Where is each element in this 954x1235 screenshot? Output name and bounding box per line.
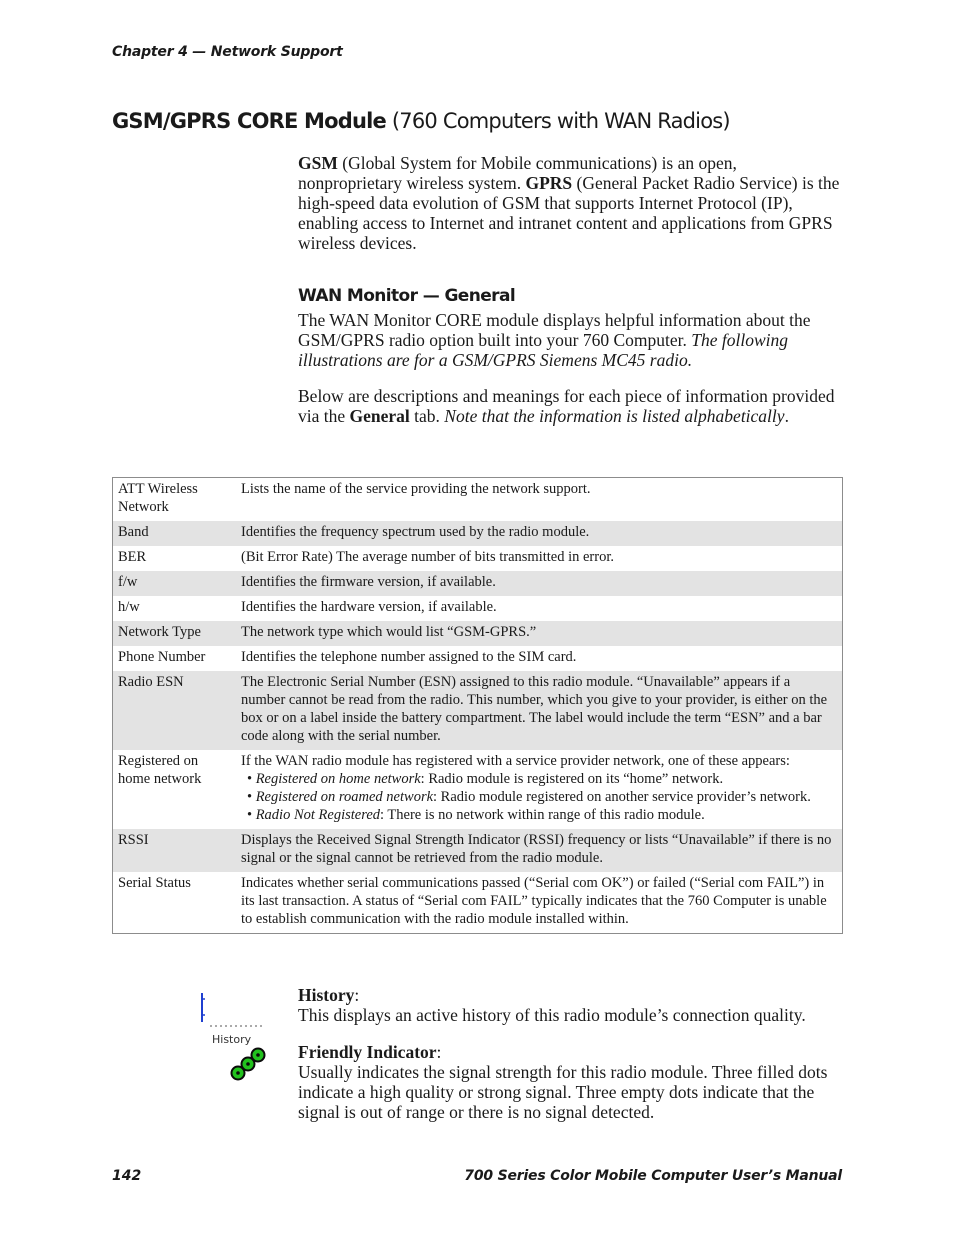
- signal-dot-2-center: [246, 1062, 250, 1066]
- field-description: (Bit Error Rate) The average number of bits transmitted in error.: [241, 549, 614, 565]
- friendly-indicator-description: Usually indicates the signal strength for this radio module. Three filled dots indicate a high quality or strong signal. Three empty dots indicate that the signal is out of range or there is no signal detected.: [298, 1062, 828, 1122]
- table-row: [113, 621, 843, 646]
- general-tab-term: General: [349, 406, 410, 426]
- field-description: Lists the name of the service providing the network support.: [241, 481, 591, 497]
- registration-status-meaning: : Radio module is registered on its “home” network.: [420, 771, 724, 787]
- field-description-cell: [236, 646, 843, 671]
- registration-status-name: Registered on home network: [255, 771, 421, 787]
- registration-status-list: [241, 770, 837, 824]
- field-description-cell: [236, 571, 843, 596]
- field-description-cell: [236, 596, 843, 621]
- registration-status-item: [247, 806, 837, 824]
- field-name-cell: h/w: [118, 599, 140, 615]
- field-description-cell: [236, 872, 843, 934]
- history-heading: [298, 985, 359, 1005]
- field-description-cell: [236, 521, 843, 546]
- gprs-term: GPRS: [525, 173, 573, 193]
- field-name-cell: f/w: [118, 574, 138, 590]
- field-name-cell: ATT Wireless Network: [118, 481, 198, 515]
- field-name-cell: Registered on home network: [118, 753, 202, 787]
- field-description: Identifies the frequency spectrum used by the radio module.: [241, 524, 590, 540]
- table-row: [113, 596, 843, 621]
- gprs-definition: (General Packet Radio Service) is the high-speed data evolution of GSM that supports Internet Protocol (IP), enabling access to Internet and intranet content and applications from GPRS wireless devices.: [298, 173, 840, 253]
- section-title-qualifier: (760 Computers with WAN Radios): [386, 109, 730, 133]
- section-title-main: GSM/GPRS CORE Module: [112, 109, 387, 133]
- field-description: If the WAN radio module has registered with a service provider network, one of these appears:: [241, 753, 790, 769]
- history-icon-label: History: [212, 1033, 252, 1046]
- field-description-cell: [236, 621, 843, 646]
- field-description-cell: [236, 750, 843, 829]
- field-description: Displays the Received Signal Strength Indicator (RSSI) frequency or lists “Unavailable” if there is no signal or the signal cannot be retrieved from the radio module.: [241, 832, 832, 866]
- field-description: Identifies the firmware version, if available.: [241, 574, 496, 590]
- table-row: [113, 829, 843, 872]
- general-tab-mid: tab.: [409, 406, 445, 426]
- intro-paragraph: [298, 153, 843, 253]
- wan-monitor-text: The WAN Monitor CORE module displays helpful information about the GSM/GPRS radio option built into your 760 Computer.: [298, 310, 811, 350]
- table-row: [113, 750, 843, 829]
- registration-status-name: Radio Not Registered: [255, 807, 381, 823]
- table-row: [113, 546, 843, 571]
- section-title: [112, 109, 730, 133]
- field-name-cell: Band: [118, 524, 149, 540]
- page-number: 142: [112, 1168, 142, 1184]
- table-row: [113, 872, 843, 934]
- wan-monitor-paragraph-2: [298, 386, 843, 426]
- field-description: Identifies the hardware version, if available.: [241, 599, 497, 615]
- indicator-icons: [196, 985, 276, 1095]
- field-description: The Electronic Serial Number (ESN) assigned to this radio module. “Unavailable” appears if a number cannot be read from the radio. This number, which you give to your provider, is either on the box or on a label inside the battery compartment. The label would include the term “ESN” and a bar code along with the serial number.: [241, 674, 828, 744]
- history-title: History: [298, 985, 355, 1005]
- table-row: [113, 521, 843, 546]
- gsm-term: GSM: [298, 153, 338, 173]
- field-name-cell: RSSI: [118, 832, 149, 848]
- wan-monitor-heading: WAN Monitor — General: [298, 286, 516, 306]
- table-row: [113, 671, 843, 750]
- registration-status-item: [247, 788, 837, 806]
- table-row: [113, 571, 843, 596]
- registration-status-meaning: : There is no network within range of this radio module.: [380, 807, 705, 823]
- friendly-indicator-title: Friendly Indicator: [298, 1042, 437, 1062]
- field-description-cell: [236, 478, 843, 522]
- friendly-indicator-heading: [298, 1042, 441, 1062]
- field-description: Identifies the telephone number assigned to the SIM card.: [241, 649, 577, 665]
- gsm-definition: (Global System for Mobile communications) is an open, nonproprietary wireless system.: [298, 153, 737, 193]
- wan-monitor-paragraph-1: [298, 310, 843, 370]
- wan-monitor-note: The following illustrations are for a GSM/GPRS Siemens MC45 radio.: [298, 330, 789, 370]
- field-description-cell: [236, 546, 843, 571]
- manual-title: 700 Series Color Mobile Computer User’s Manual: [464, 1168, 842, 1184]
- signal-dot-1-center: [236, 1071, 240, 1075]
- general-tab-fields-table: [112, 477, 843, 934]
- alphabetical-note: Note that the information is listed alphabetically: [444, 406, 785, 426]
- field-description-cell: [236, 671, 843, 750]
- friendly-indicator-colon: :: [436, 1042, 442, 1062]
- field-description-cell: [236, 829, 843, 872]
- field-name-cell: Network Type: [118, 624, 201, 640]
- field-description: Indicates whether serial communications passed (“Serial com OK”) or failed (“Serial com FAIL”) in its last transaction. A status of “Serial com FAIL” typically indicates that the 760 Computer is unable to establish communication with the radio module installed within.: [241, 875, 827, 927]
- friendly-indicator-icon: [226, 1045, 270, 1085]
- history-colon: :: [354, 985, 360, 1005]
- field-description: The network type which would list “GSM-GPRS.”: [241, 624, 537, 640]
- alphabetical-note-end: .: [784, 406, 789, 426]
- registration-status-meaning: : Radio module registered on another service provider’s network.: [433, 789, 811, 805]
- field-name-cell: Serial Status: [118, 875, 191, 891]
- field-name-cell: Phone Number: [118, 649, 206, 665]
- running-header: Chapter 4 — Network Support: [112, 44, 343, 60]
- table-row: [113, 646, 843, 671]
- general-tab-text: Below are descriptions and meanings for each piece of information provided via the: [298, 386, 835, 426]
- registration-status-item: [247, 770, 837, 788]
- table-row: [113, 478, 843, 522]
- field-name-cell: Radio ESN: [118, 674, 184, 690]
- history-description: This displays an active history of this radio module’s connection quality.: [298, 1005, 806, 1025]
- field-name-cell: BER: [118, 549, 147, 565]
- signal-dot-3-center: [256, 1053, 260, 1057]
- registration-status-name: Registered on roamed network: [255, 789, 434, 805]
